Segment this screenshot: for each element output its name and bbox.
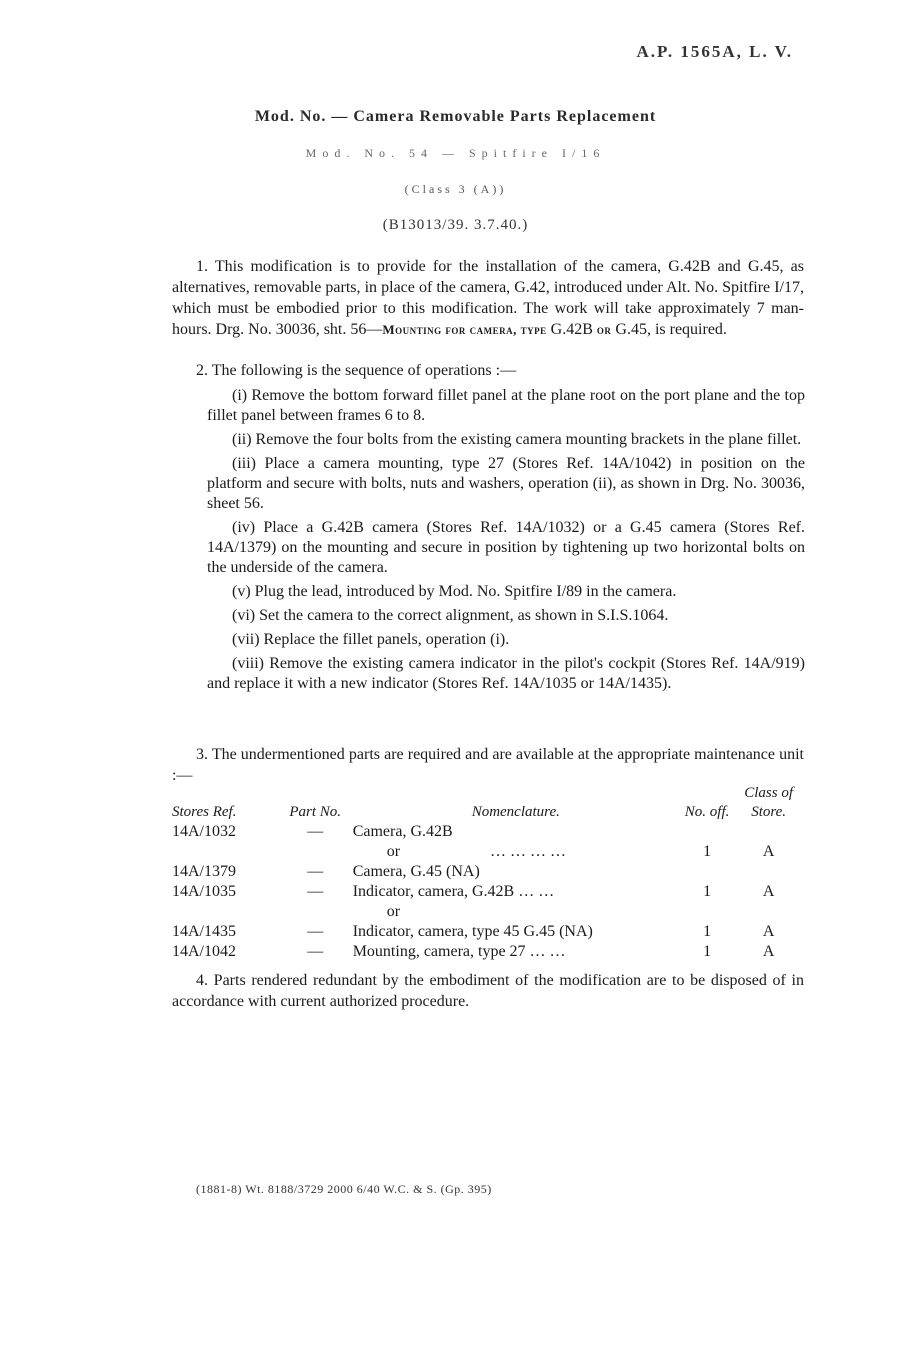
cell-no-off: 1 xyxy=(703,923,712,940)
cell-stores-ref: 14A/1035 xyxy=(172,883,236,900)
cell-nomenclature: Camera, G.42B xyxy=(352,823,453,840)
operation-item: (iv) Place a G.42B camera (Stores Ref. 14A/1032) or a G.45 camera (Stores Ref. 14A/1379) on the mounting and secure in position by tightening up two horizontal bolts on the underside of the camera. xyxy=(207,519,805,576)
header-part-no: Part No. xyxy=(289,804,342,820)
cell-no-off xyxy=(679,822,735,842)
cell-stores-ref xyxy=(172,902,278,922)
print-footer: (1881-8) Wt. 8188/3729 2000 6/40 W.C. & S. (Gp. 395) xyxy=(196,1182,492,1196)
header-stores-ref: Stores Ref. xyxy=(172,804,237,820)
cell-part-no xyxy=(278,842,353,862)
header-class-line-1: Class of xyxy=(744,785,793,801)
cell-stores-ref: 14A/1435 xyxy=(172,923,236,940)
operation-item: (viii) Remove the existing camera indicator in the pilot's cockpit (Stores Ref. 14A/919) and replace it with a new indicator (Stores Ref. 14A/1035 or 14A/1435). xyxy=(207,655,805,692)
cell-leader-dots: … … … … xyxy=(490,843,567,860)
cell-nomenclature: or xyxy=(386,903,401,920)
cell-nomenclature: Indicator, camera, type 45 G.45 (NA) xyxy=(352,923,593,940)
cell-no-off: 1 xyxy=(703,943,712,960)
table-row xyxy=(172,822,802,842)
cell-part-no xyxy=(278,902,353,922)
table-row xyxy=(172,882,802,902)
header-nomenclature: Nomenclature. xyxy=(471,804,560,820)
cell-no-off xyxy=(679,902,735,922)
cell-nomenclature: Indicator, camera, G.42B … … xyxy=(352,883,555,900)
class-line: (Class 3 (A)) xyxy=(404,182,507,196)
cell-class xyxy=(735,862,802,882)
cell-no-off xyxy=(679,862,735,882)
paragraph-4: 4. Parts rendered redundant by the embodiment of the modification are to be disposed of in accordance with current authorized procedure. xyxy=(172,972,804,1010)
cell-stores-ref: 14A/1032 xyxy=(172,823,236,840)
paragraph-1-caps-2: or xyxy=(596,322,612,337)
operation-item: (vii) Replace the fillet panels, operation (i). xyxy=(232,631,510,648)
cell-class: A xyxy=(762,843,775,860)
cell-stores-ref: 14A/1379 xyxy=(172,863,236,880)
paragraph-2: 2. The following is the sequence of operations :— xyxy=(196,362,517,379)
cell-nomenclature xyxy=(353,842,679,862)
paragraph-1-caps: Mounting for camera, type xyxy=(382,322,547,337)
cell-part-no: — xyxy=(307,923,324,940)
paragraph-1-text-b: G.42B xyxy=(546,321,597,338)
cell-or-text: or xyxy=(386,843,401,860)
cell-part-no: — xyxy=(307,943,324,960)
table-row xyxy=(172,902,802,922)
paragraph-1-text-a: 1. This modification is to provide for the installation of the camera, G.42B and G.45, as alternatives, removable parts, in place of the camera, G.42, introduced under Alt. No. Spitfire I/17, which must be embodied prior to this modification. The work will take approximately 7 man-hours. Drg. No. 30036, sht. 56— xyxy=(172,258,804,338)
cell-class xyxy=(735,822,802,842)
operation-item: (ii) Remove the four bolts from the existing camera mounting brackets in the plane fillet. xyxy=(232,431,802,448)
cell-nomenclature: Mounting, camera, type 27 … … xyxy=(352,943,566,960)
cell-no-off: 1 xyxy=(703,883,712,900)
operation-item: (v) Plug the lead, introduced by Mod. No. Spitfire I/89 in the camera. xyxy=(232,583,677,600)
cell-stores-ref: 14A/1042 xyxy=(172,943,236,960)
cell-part-no: — xyxy=(307,823,324,840)
operations-list xyxy=(207,386,805,698)
operation-item: (iii) Place a camera mounting, type 27 (Stores Ref. 14A/1042) in position on the platform and secure with bolts, nuts and washers, operation (ii), as shown in Drg. No. 30036, sheet 56. xyxy=(207,455,805,512)
paragraph-1-text-c: G.45, is required. xyxy=(611,321,727,338)
cell-part-no: — xyxy=(307,863,324,880)
header-no-off: No. off. xyxy=(684,804,730,820)
cell-stores-ref xyxy=(172,842,278,862)
table-row xyxy=(172,862,802,882)
table-row xyxy=(172,922,802,942)
paragraph-1 xyxy=(172,256,804,340)
cell-class: A xyxy=(762,943,775,960)
cell-class: A xyxy=(762,883,775,900)
document-reference: A.P. 1565A, L. V. xyxy=(636,42,793,61)
cell-part-no: — xyxy=(307,883,324,900)
cell-class xyxy=(735,902,802,922)
document-subtitle: Mod. No. 54 — Spitfire I/16 xyxy=(305,146,606,160)
operation-item: (vi) Set the camera to the correct alignment, as shown in S.I.S.1064. xyxy=(232,607,669,624)
parts-table xyxy=(172,784,802,962)
parts-table-header-row xyxy=(172,784,802,822)
paragraph-3: 3. The undermentioned parts are required and are available at the appropriate maintenance unit :— xyxy=(172,746,804,784)
operation-item: (i) Remove the bottom forward fillet panel at the plane root on the port plane and the top fillet panel between frames 6 to 8. xyxy=(207,387,805,424)
cell-class: A xyxy=(762,923,775,940)
cell-nomenclature: Camera, G.45 (NA) xyxy=(352,863,480,880)
document-title: Mod. No. — Camera Removable Parts Replacement xyxy=(254,108,657,125)
table-row xyxy=(172,942,802,962)
cell-no-off: 1 xyxy=(703,843,712,860)
table-row xyxy=(172,842,802,862)
reference-line: (B13013/39. 3.7.40.) xyxy=(382,217,529,233)
header-class-line-2: Store. xyxy=(751,804,787,820)
header-class-of-store xyxy=(735,784,802,822)
